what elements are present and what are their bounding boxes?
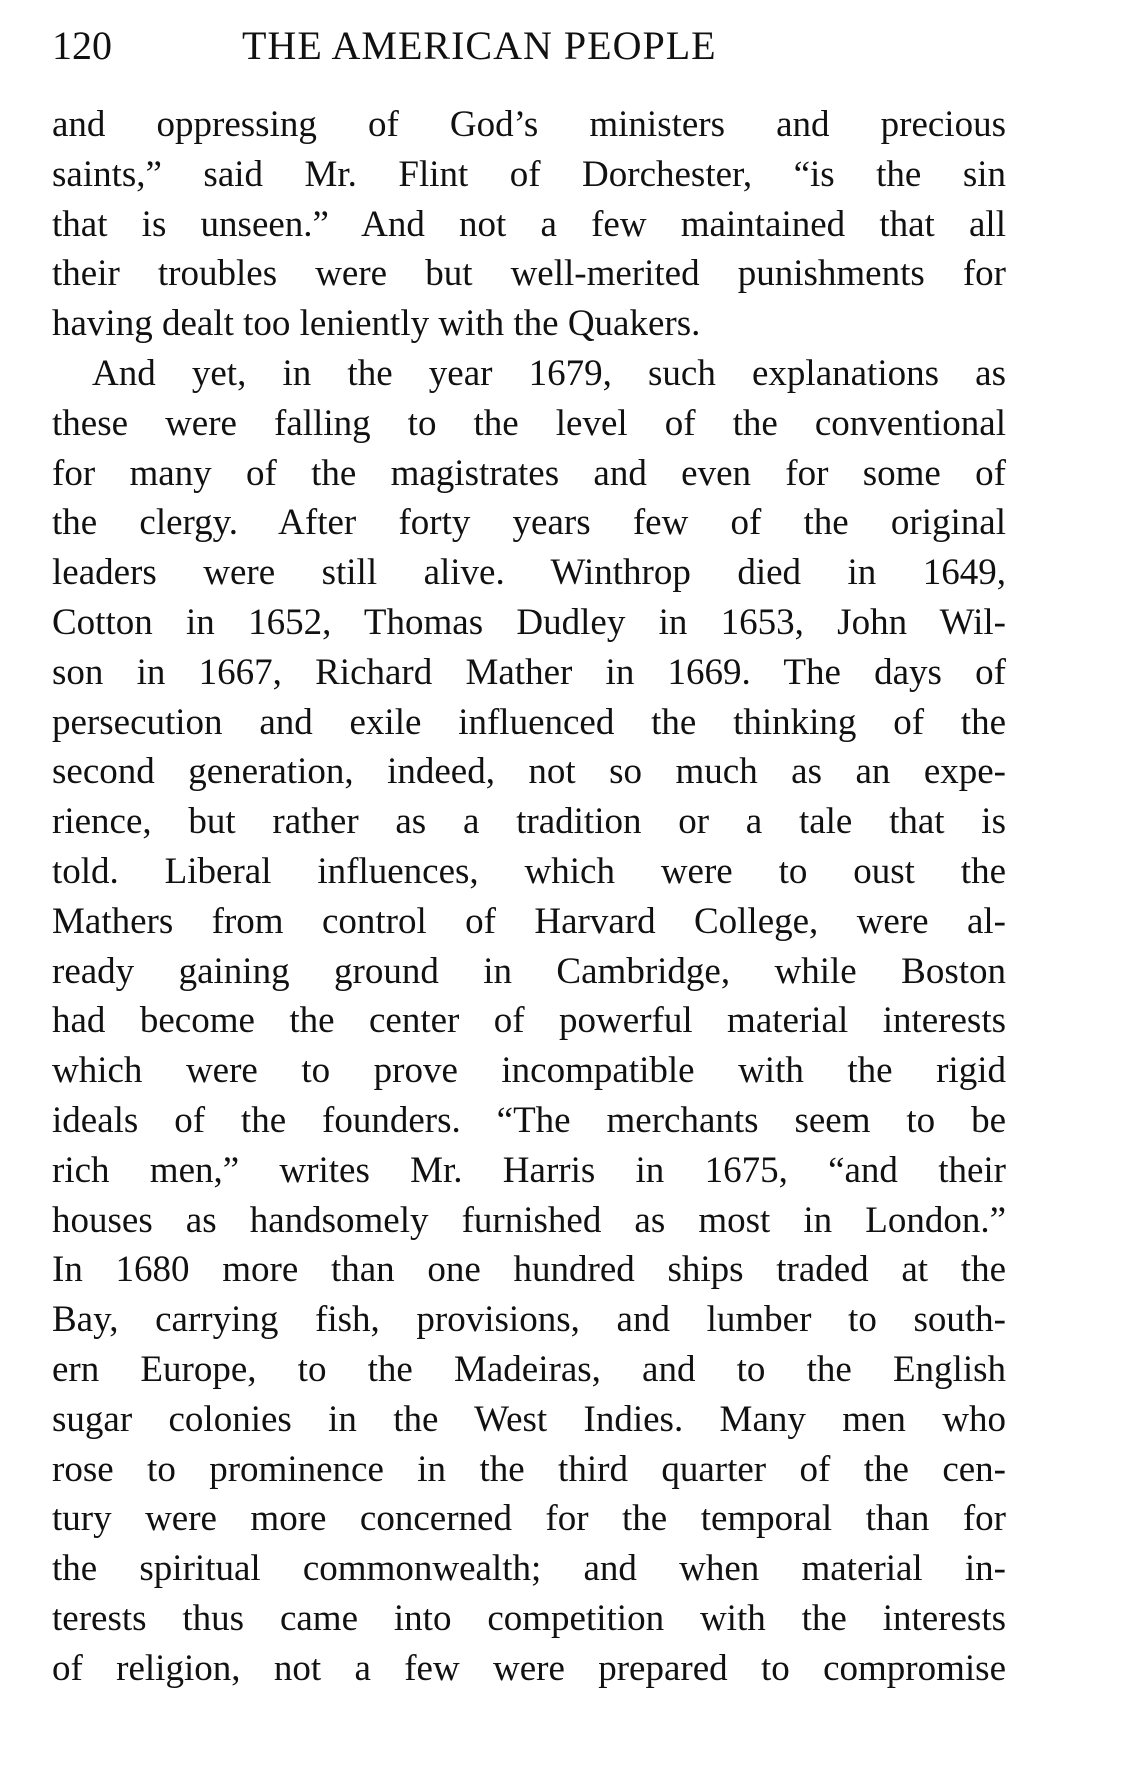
text-line: these were falling to the level of the conventional: [52, 402, 1006, 444]
text-line: sugar colonies in the West Indies. Many men who: [52, 1398, 1006, 1440]
text-line: had become the center of powerful material interests: [52, 1000, 1006, 1042]
text-line: for many of the magistrates and even for some of: [52, 452, 1006, 494]
text-line: of religion, not a few were prepared to compromise: [52, 1647, 1006, 1689]
text-line: rich men,” writes Mr. Harris in 1675, “and their: [52, 1149, 1006, 1191]
text-line: persecution and exile influenced the thinking of the: [52, 701, 1006, 743]
text-line: In 1680 more than one hundred ships traded at the: [52, 1249, 1006, 1291]
text-line: leaders were still alive. Winthrop died in 1649,: [52, 552, 1006, 594]
text-line: Mathers from control of Harvard College, were al-: [52, 900, 1006, 942]
text-line: And yet, in the year 1679, such explanations as: [92, 352, 1006, 394]
text-line: and oppressing of God’s ministers and precious: [52, 104, 1006, 145]
text-line: told. Liberal influences, which were to oust the: [52, 850, 1006, 892]
text-line: terests thus came into competition with the interests: [52, 1597, 1006, 1639]
text-line: the spiritual commonwealth; and when material in-: [52, 1548, 1006, 1590]
text-line: ern Europe, to the Madeiras, and to the English: [52, 1348, 1006, 1390]
text-line: ideals of the founders. “The merchants seem to be: [52, 1099, 1006, 1141]
text-line: Cotton in 1652, Thomas Dudley in 1653, John Wil-: [52, 601, 1006, 643]
text-line: which were to prove incompatible with the rigid: [52, 1050, 1006, 1092]
text-line: tury were more concerned for the temporal than for: [52, 1498, 1006, 1540]
running-header: [52, 22, 832, 82]
text-line: houses as handsomely furnished as most in London.”: [52, 1199, 1006, 1241]
body-text: [52, 100, 1006, 1694]
text-line: second generation, indeed, not so much as an expe-: [52, 751, 1006, 793]
text-line: saints,” said Mr. Flint of Dorchester, “is the sin: [52, 153, 1006, 195]
text-line: rose to prominence in the third quarter of the cen-: [52, 1448, 1006, 1490]
running-title: THE AMERICAN PEOPLE: [242, 23, 717, 68]
text-line: rience, but rather as a tradition or a tale that is: [52, 801, 1006, 843]
text-line: son in 1667, Richard Mather in 1669. The days of: [52, 651, 1006, 693]
text-line: having dealt too leniently with the Quakers.: [52, 303, 701, 345]
text-line: their troubles were but well-merited punishments for: [52, 253, 1006, 295]
page-number: 120: [52, 23, 112, 68]
text-line: Bay, carrying fish, provisions, and lumber to south-: [52, 1299, 1006, 1341]
text-line: that is unseen.” And not a few maintained that all: [52, 203, 1006, 245]
text-line: ready gaining ground in Cambridge, while Boston: [52, 950, 1006, 992]
text-line: the clergy. After forty years few of the original: [52, 502, 1006, 544]
